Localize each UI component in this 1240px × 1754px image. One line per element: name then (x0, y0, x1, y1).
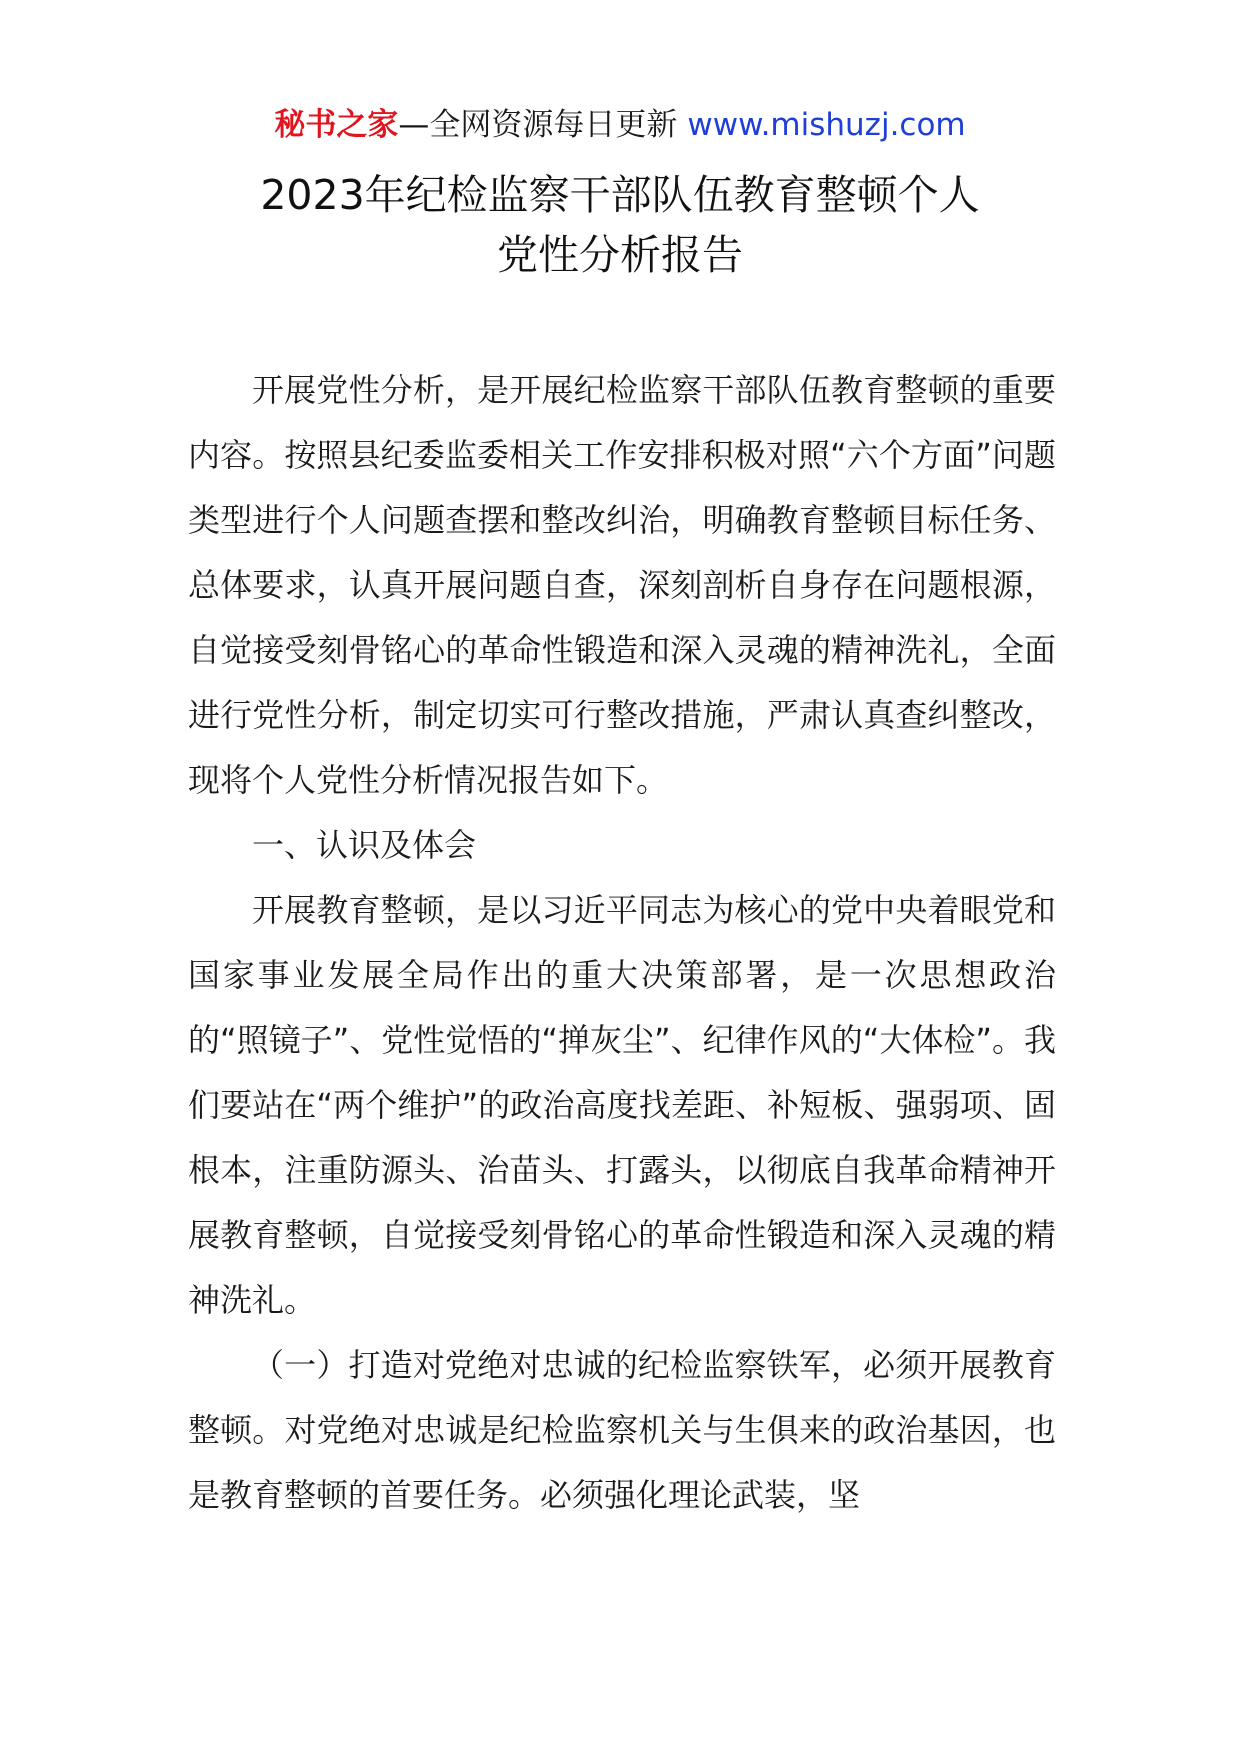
paragraph-intro: 开展党性分析，是开展纪检监察干部队伍教育整顿的重要内容。按照县纪委监委相关工作安排积极对照“六个方面”问题类型进行个人问题查摆和整改纠治，明确教育整顿目标任务、总体要求，认真开展问题自查，深刻剖析自身存在问题根源，自觉接受刻骨铭心的革命性锻造和深入灵魂的精神洗礼，全面进行党性分析，制定切实可行整改措施，严肃认真查纠整改，现将个人党性分析情况报告如下。 (188, 371, 1056, 799)
banner-slogan: —全网资源每日更新 (398, 107, 678, 143)
section-heading-1: 一、认识及体会 (252, 826, 477, 864)
paragraph-subsection-1: （一）打造对党绝对忠诚的纪检监察铁军，必须开展教育整顿。对党绝对忠诚是纪检监察机关与生俱来的政治基因，也是教育整顿的首要任务。必须强化理论武装，坚 (188, 1346, 1056, 1514)
banner-url-link[interactable]: www.mishuzj.com (687, 107, 966, 143)
site-banner (0, 104, 1240, 146)
paragraph-section-1: 开展教育整顿，是以习近平同志为核心的党中央着眼党和国家事业发展全局作出的重大决策部署，是一次思想政治的“照镜子”、党性觉悟的“掸灰尘”、纪律作风的“大体检”。我们要站在“两个维护”的政治高度找差距、补短板、强弱项、固根本，注重防源头、治苗头、打露头，以彻底自我革命精神开展教育整顿，自觉接受刻骨铭心的革命性锻造和深入灵魂的精神洗礼。 (188, 891, 1056, 1319)
document-body (188, 358, 1056, 1528)
document-title (140, 165, 1100, 285)
banner-brand: 秘书之家 (274, 107, 399, 143)
document-title-line-2: 党性分析报告 (497, 231, 743, 279)
document-title-line-1: 2023年纪检监察干部队伍教育整顿个人 (260, 171, 980, 219)
